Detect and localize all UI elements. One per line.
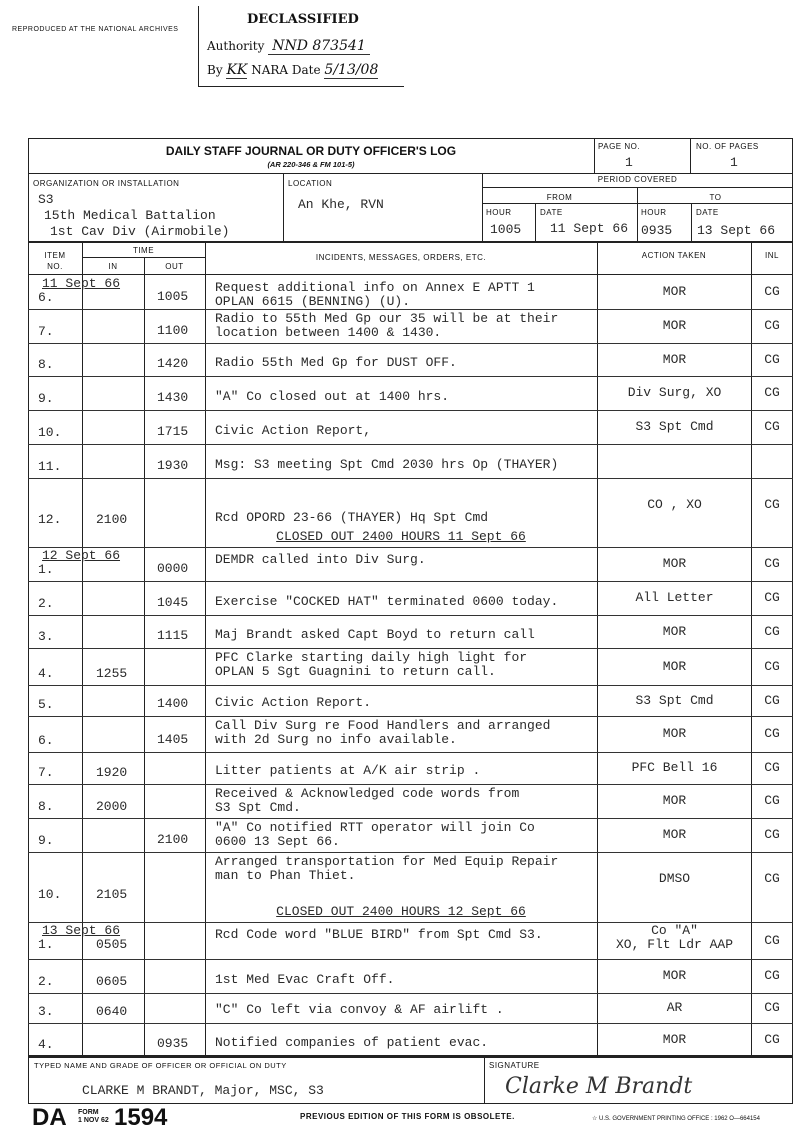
item-number: 9. [38,391,54,406]
incident-text: location between 1400 & 1430. [215,325,442,340]
initials: CG [764,726,780,741]
item-number: 2. [38,974,54,989]
location-label: LOCATION [288,179,333,188]
incident-text: Notified companies of patient evac. [215,1035,489,1050]
row-divider [28,818,793,819]
item-number: 8. [38,357,54,372]
time-in: 1920 [96,765,128,780]
initials: CG [764,385,780,400]
time-out: 1115 [157,628,189,643]
incident-text: Request additional info on Annex E APTT 1 [215,280,535,295]
incident-text: 1st Med Evac Craft Off. [215,972,395,987]
time-in: 0605 [96,974,128,989]
row-divider [28,343,793,344]
initials: CG [764,496,780,512]
action-taken: DMSO [658,871,691,886]
incident-text: "A" Co notified RTT operator will join Co [215,820,535,835]
col-time-label: TIME [132,246,155,255]
reproduced-note: REPRODUCED AT THE NATIONAL ARCHIVES [12,26,179,33]
incident-text: OPLAN 5 Sgt Guagnini to return call. [215,664,496,679]
time-in: 2105 [96,887,128,902]
incident-text: Civic Action Report. [215,695,372,710]
row-divider [28,685,793,686]
incident-text: Radio to 55th Med Gp our 35 will be at their [215,311,559,326]
col-no-label: NO. [47,262,63,271]
initials: CG [764,318,780,333]
incident-text: Msg: S3 meeting Spt Cmd 2030 hrs Op (THAYER) [215,457,559,472]
col-out-label: OUT [165,262,184,271]
time-out: 1715 [157,424,189,439]
declassified-stamp [198,6,404,87]
incident-text: Received & Acknowledged code words from [215,786,520,801]
stamp-date-value: 5/13/08 [324,62,379,78]
incident-text: Exercise "COCKED HAT" terminated 0600 today. [215,594,559,609]
action-taken: MOR [662,623,687,639]
typed-name: CLARKE M BRANDT, Major, MSC, S3 [82,1083,324,1098]
row-divider [28,444,793,445]
row-divider [28,648,793,649]
action-taken: MOR [662,968,687,983]
time-out: 2100 [157,832,189,847]
time-out: 1100 [157,323,189,338]
item-number: 12. [38,512,62,527]
from-hour: 1005 [490,222,522,237]
action-taken: MOR [662,556,687,571]
item-number: 8. [38,799,54,814]
item-number: 1. [38,937,54,952]
incident-text: S3 Spt Cmd. [215,800,301,815]
previous-edition-note: PREVIOUS EDITION OF THIS FORM IS OBSOLETE. [300,1112,515,1121]
incident-text: Rcd Code word "BLUE BIRD" from Spt Cmd S3. [215,927,543,942]
time-out: 0000 [157,561,189,576]
row-divider [28,478,793,479]
org-block [38,192,229,240]
form-label-block [78,1109,109,1125]
item-number: 6. [38,733,54,748]
initials: CG [764,284,780,299]
time-in: 1255 [96,666,128,681]
org-line: 1st Cav Div (Airmobile) [50,224,230,239]
col-inl-label: INL [765,251,779,260]
to-hour-label: HOUR [641,208,667,217]
stamp-title: DECLASSIFIED [247,12,359,27]
item-number: 10. [38,425,62,440]
form-number: 1594 [114,1104,168,1131]
initials: CG [764,827,780,842]
form-da: DA [32,1104,67,1131]
action-taken: PFC Bell 16 [631,760,718,775]
action-taken: MOR [662,726,687,741]
incident-text: Arranged transportation for Med Equip Repair [215,854,559,869]
item-number: 9. [38,833,54,848]
action-taken: MOR [662,284,687,299]
action-taken: All Letter [635,590,714,605]
form-label: FORM [78,1109,99,1116]
initials: CG [764,692,780,708]
signature: Clarke M Brandt [505,1074,693,1099]
action-taken: S3 Spt Cmd [635,419,714,434]
row-divider [28,1023,793,1024]
incident-text: Call Div Surg re Food Handlers and arranged [215,718,551,733]
incident-text: Radio 55th Med Gp for DUST OFF. [215,355,457,370]
org-line: 15th Medical Battalion [44,208,216,223]
row-divider [28,784,793,785]
closed-out-note: CLOSED OUT 2400 HOURS 12 Sept 66 [276,904,526,919]
initials: CG [764,932,780,948]
incident-text: Litter patients at A/K air strip . [215,763,481,778]
from-hour-label: HOUR [486,208,512,217]
incident-text: "C" Co left via convoy & AF airlift . [215,1002,504,1017]
action-taken: MOR [662,1031,687,1047]
initials: CG [764,590,780,605]
page-no: 1 [625,155,633,170]
initials: CG [764,623,780,639]
item-number: 4. [38,666,54,681]
row-divider [28,852,793,853]
item-number: 7. [38,324,54,339]
action-taken: AR [666,1000,683,1015]
item-number: 2. [38,596,54,611]
col-item-header [28,250,82,272]
row-divider [28,376,793,377]
time-out: 1420 [157,356,189,371]
item-number: 4. [38,1037,54,1052]
location-value: An Khe, RVN [298,197,384,212]
date-header: 12 Sept 66 [42,548,121,563]
date-header: 13 Sept 66 [42,923,121,938]
no-pages: 1 [730,155,738,170]
col-item-label: ITEM [44,251,66,260]
col-in-label: IN [108,262,118,271]
to-hour: 0935 [641,223,673,238]
action-taken: MOR [662,351,687,367]
item-number: 10. [38,887,62,902]
row-divider [28,309,793,310]
row-divider [28,993,793,994]
col-action-label: ACTION TAKEN [641,251,707,260]
time-out: 0935 [157,1036,189,1051]
form-subtitle: (AR 220-346 & FM 101-5) [267,160,355,169]
initials: CG [764,556,780,571]
stamp-authority-label: Authority [207,39,265,53]
incident-text: with 2d Surg no info available. [215,732,457,747]
org-line: S3 [38,192,54,207]
gpo-note: ☆ U.S. GOVERNMENT PRINTING OFFICE : 1962 O—664154 [592,1116,760,1122]
time-out: 1430 [157,390,189,405]
time-out: 1005 [157,289,189,304]
incident-text: Maj Brandt asked Capt Boyd to return call [215,627,535,642]
action-taken: MOR [662,658,687,674]
closed-out-note: CLOSED OUT 2400 HOURS 11 Sept 66 [276,529,526,544]
row-divider [28,615,793,616]
incident-text: "A" Co closed out at 1400 hrs. [215,389,450,404]
to-date-label: DATE [696,208,719,217]
action-taken: Div Surg, XO [627,385,722,400]
date-header: 11 Sept 66 [42,276,121,291]
stamp-by-value: KK [226,62,248,78]
form-date: 1 NOV 62 [78,1117,109,1124]
initials: CG [764,760,780,775]
page-no-label: PAGE NO. [598,142,641,151]
initials: CG [764,968,780,983]
item-number: 5. [38,697,54,712]
row-divider [28,410,793,411]
incident-text: DEMDR called into Div Surg. [215,552,426,567]
initials: CG [764,1000,780,1015]
to-label: TO [709,193,722,202]
initials: CG [764,351,780,367]
item-number: 1. [38,562,54,577]
incident-text: Civic Action Report, [215,423,372,438]
action-taken: MOR [662,793,687,808]
initials: CG [764,1031,780,1047]
incident-text: Rcd OPORD 23-66 (THAYER) Hq Spt Cmd [215,510,489,525]
initials: CG [764,871,780,886]
incident-text: PFC Clarke starting daily high light for [215,650,528,665]
signature-label: SIGNATURE [489,1061,540,1070]
stamp-authority-value: NND 873541 [268,38,370,55]
action-taken: MOR [662,318,687,333]
from-date: 11 Sept 66 [550,221,629,236]
stamp-by-label: By [207,63,223,77]
incident-text: OPLAN 6615 (BENNING) (U). [215,294,411,309]
row-divider [28,581,793,582]
org-label: ORGANIZATION OR INSTALLATION [33,179,180,188]
item-number: 11. [38,459,62,474]
action-taken: MOR [662,827,687,842]
row-divider [28,752,793,753]
typed-name-label: TYPED NAME AND GRADE OF OFFICER OR OFFICIAL ON DUTY [34,1061,287,1070]
item-number: 7. [38,765,54,780]
row-divider [28,547,793,548]
time-out: 1405 [157,732,189,747]
item-number: 3. [38,1004,54,1019]
stamp-nara-label: NARA Date [251,63,321,77]
initials: CG [764,419,780,434]
incident-text: man to Phan Thiet. [215,868,356,883]
from-label: FROM [546,193,573,202]
time-in: 2100 [96,512,128,527]
action-taken: CO , XO [647,496,702,512]
period-label: PERIOD COVERED [597,175,678,184]
incident-text: 0600 13 Sept 66. [215,834,340,849]
time-in: 2000 [96,799,128,814]
from-date-label: DATE [540,208,563,217]
time-out: 1930 [157,458,189,473]
row-divider [28,716,793,717]
item-number: 3. [38,629,54,644]
to-date: 13 Sept 66 [697,223,776,238]
action-taken: Co "A" [651,923,698,938]
no-pages-label: NO. OF PAGES [696,142,759,151]
form-title: DAILY STAFF JOURNAL OR DUTY OFFICER'S LOG [165,144,457,158]
action-taken: XO, Flt Ldr AAP [615,937,734,952]
item-number: 6. [38,290,54,305]
row-divider [28,959,793,960]
action-taken: S3 Spt Cmd [635,692,714,708]
initials: CG [764,658,780,674]
time-in: 0640 [96,1004,128,1019]
col-incidents-label: INCIDENTS, MESSAGES, ORDERS, ETC. [315,253,487,262]
initials: CG [764,793,780,808]
time-in: 0505 [96,937,128,952]
time-out: 1045 [157,595,189,610]
time-out: 1400 [157,696,189,711]
